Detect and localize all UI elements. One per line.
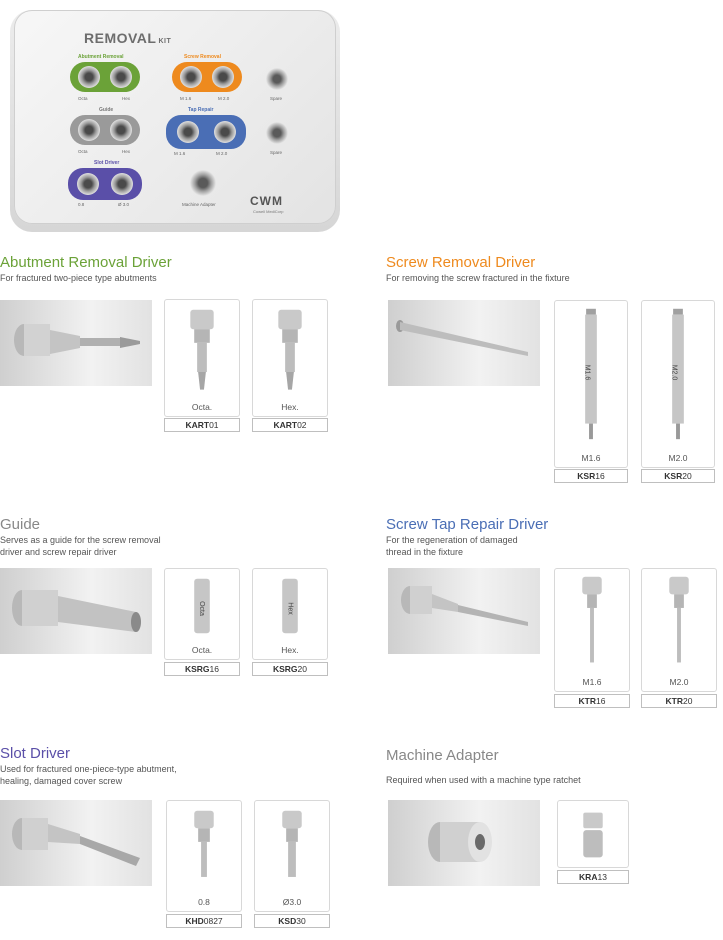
shaft-text-octa: Octa — [197, 601, 205, 616]
card-caption-ksrg16: Octa. — [191, 645, 213, 655]
card-kart01 — [164, 299, 240, 417]
card-caption-ksd30: Ø3.0 — [282, 897, 302, 907]
kit-label-abutment-octa: Octa — [78, 96, 88, 101]
section-title-screw: Screw Removal Driver — [386, 254, 536, 271]
code-ktr16 — [554, 694, 630, 708]
shaft-label-octa — [196, 591, 210, 631]
kit-plate — [14, 10, 336, 224]
code-kart02-bold: KART — [273, 420, 298, 430]
code-kra13-bold: KRA — [579, 872, 598, 882]
photo-guide — [0, 568, 152, 654]
section-title-slot: Slot Driver — [0, 745, 71, 762]
kit-group-guide-label: Guide — [99, 107, 114, 113]
section-desc-slot-line1: Used for fractured one-piece-type abutment, — [0, 764, 177, 774]
code-kart02-rest: 02 — [297, 420, 307, 430]
code-ksrg16 — [164, 662, 240, 676]
section-screw-tap-repair-driver — [386, 517, 548, 558]
screw-driver-drawing — [388, 300, 540, 386]
card-caption-ksr20: M2.0 — [668, 453, 688, 463]
shaft-text-m16: M1.6 — [583, 364, 591, 381]
card-caption-kart02: Hex. — [281, 402, 299, 412]
photo-slot-driver — [0, 800, 152, 886]
section-desc-screw: For removing the screw fractured in the fixture — [386, 273, 570, 283]
section-desc-adapter: Required when used with a machine type ratchet — [386, 775, 581, 785]
kit-hole-screw-m20 — [212, 66, 234, 88]
section-slot-driver — [0, 746, 177, 787]
photo-screw-removal-driver — [388, 300, 540, 386]
code-kra13 — [557, 870, 629, 884]
cwm-logo-subtitle: Cowell MediCorp — [253, 209, 284, 214]
kit-title — [84, 30, 171, 46]
shaft-label-m16 — [585, 349, 599, 399]
code-ksd30-bold: KSD — [278, 916, 297, 926]
code-ksr16-bold: KSR — [577, 471, 596, 481]
kit-label-screw-m20: M 2.0 — [218, 96, 230, 101]
cwm-logo: CWM — [250, 194, 283, 208]
card-caption-ktr20: M2.0 — [669, 677, 689, 687]
card-ktr16 — [554, 568, 630, 692]
code-ksrg20-bold: KSRG — [272, 664, 298, 674]
code-khd0827-rest: 0827 — [203, 916, 223, 926]
section-desc-abutment: For fractured two-piece type abutments — [0, 273, 157, 283]
code-kra13-rest: 13 — [597, 872, 607, 882]
code-ksr20-rest: 20 — [682, 471, 692, 481]
photo-machine-adapter — [388, 800, 540, 886]
code-kart01-rest: 01 — [209, 420, 219, 430]
card-caption-kart01: Octa. — [191, 402, 213, 412]
abutment-driver-drawing — [0, 300, 152, 386]
card-caption-ktr16: M1.6 — [582, 677, 602, 687]
section-machine-adapter — [386, 748, 581, 786]
card-ktr20 — [641, 568, 717, 692]
kit-slot-driver-slot — [68, 168, 142, 200]
kit-group-slot-driver-label: Slot Driver — [94, 160, 120, 166]
kit-hole-abutment-hex — [110, 66, 132, 88]
kit-hole-screw-m16 — [180, 66, 202, 88]
kit-screw-removal-slot — [172, 62, 242, 92]
shaft-text-hex: Hex — [286, 602, 294, 615]
code-ktr16-bold: KTR — [578, 696, 596, 706]
code-ktr20-rest: 20 — [683, 696, 693, 706]
code-khd0827-bold: KHD — [185, 916, 204, 926]
kit-title-suffix: KIT — [158, 38, 172, 45]
kit-hole-guide-hex — [110, 119, 132, 141]
tap-m20-drawing — [642, 569, 716, 672]
photo-screw-tap-repair-driver — [388, 568, 540, 654]
kit-guide-slot — [70, 115, 140, 145]
card-kra13 — [557, 800, 629, 868]
kit-hole-spare-1 — [266, 68, 288, 90]
driver-octa-drawing — [165, 300, 239, 397]
card-ksd30 — [254, 800, 330, 912]
kit-label-screw-m16: M 1.6 — [180, 96, 192, 101]
card-khd0827 — [166, 800, 242, 912]
kit-hole-spare-2 — [266, 122, 288, 144]
code-ksr20-bold: KSR — [664, 471, 683, 481]
kit-label-machine-adapter: Machine Adapter — [182, 202, 216, 207]
section-title-abutment: Abutment Removal Driver — [0, 254, 172, 271]
card-ksrg16 — [164, 568, 240, 660]
kit-hole-guide-octa — [78, 119, 100, 141]
kit-hole-machine-adapter — [190, 170, 216, 196]
adapter-drawing — [388, 800, 540, 886]
code-khd0827 — [166, 914, 242, 928]
tap-driver-drawing — [388, 568, 540, 654]
kit-label-guide-hex: Hex — [122, 149, 131, 154]
kit-group-tap-repair-label: Tap Repair — [188, 107, 214, 113]
code-ksd30 — [254, 914, 330, 928]
section-abutment-removal-driver — [0, 255, 172, 284]
shaft-label-hex — [284, 591, 298, 631]
photo-abutment-removal-driver — [0, 300, 152, 386]
kit-tap-repair-slot — [166, 115, 246, 149]
kit-label-spare-2: Spare — [270, 150, 283, 155]
card-caption-ksr16: M1.6 — [581, 453, 601, 463]
code-ktr20 — [641, 694, 717, 708]
kit-title-text: REMOVAL — [84, 30, 157, 46]
code-kart01-bold: KART — [185, 420, 210, 430]
section-desc-guide-line1: Serves as a guide for the screw removal — [0, 535, 161, 545]
code-kart01 — [164, 418, 240, 432]
code-ksrg16-bold: KSRG — [184, 664, 210, 674]
kit-hole-abutment-octa — [78, 66, 100, 88]
code-ksrg20-rest: 20 — [297, 664, 308, 674]
kit-hole-slot-08 — [77, 173, 99, 195]
kit-label-tap-m20: M 2.0 — [216, 151, 228, 156]
section-desc-tap-line1: For the regeneration of damaged — [386, 535, 518, 545]
card-kart02 — [252, 299, 328, 417]
section-title-adapter: Machine Adapter — [386, 747, 499, 764]
card-ksr16 — [554, 300, 628, 468]
section-desc-tap-line2: thread in the fixture — [386, 547, 464, 557]
code-ksd30-rest: 30 — [296, 916, 306, 926]
code-ktr20-bold: KTR — [665, 696, 683, 706]
code-ktr16-rest: 16 — [596, 696, 606, 706]
card-ksrg20 — [252, 568, 328, 660]
code-ksrg20 — [252, 662, 328, 676]
kit-label-abutment-hex: Hex — [122, 96, 131, 101]
kit-group-screw-removal-label: Screw Removal — [184, 54, 221, 60]
shaft-label-m20 — [672, 349, 686, 399]
adapter-card-drawing — [558, 801, 628, 867]
shaft-text-m20: M2.0 — [670, 364, 678, 381]
section-guide — [0, 517, 161, 558]
section-title-guide: Guide — [0, 516, 41, 533]
tap-m16-drawing — [555, 569, 629, 672]
guide-drawing — [0, 568, 152, 654]
kit-hole-tap-m20 — [214, 121, 236, 143]
removal-kit-case — [10, 10, 340, 232]
section-title-tap: Screw Tap Repair Driver — [386, 516, 549, 533]
card-caption-khd0827: 0.8 — [198, 897, 210, 907]
kit-label-tap-m16: M 1.6 — [174, 151, 186, 156]
section-screw-removal-driver — [386, 255, 570, 284]
kit-label-guide-octa: Octa — [78, 149, 88, 154]
section-desc-guide-line2: driver and screw repair driver — [0, 547, 117, 557]
code-ksr16-rest: 16 — [595, 471, 605, 481]
slot-30-drawing — [255, 801, 329, 893]
slot-08-drawing — [167, 801, 241, 893]
kit-hole-slot-30 — [111, 173, 133, 195]
code-ksrg16-rest: 16 — [209, 664, 220, 674]
code-ksr16 — [554, 469, 628, 483]
card-ksr20 — [641, 300, 715, 468]
kit-label-spare-1: Spare — [270, 96, 283, 101]
code-kart02 — [252, 418, 328, 432]
kit-hole-tap-m16 — [177, 121, 199, 143]
kit-abutment-removal-slot — [70, 62, 140, 92]
kit-label-slot-08: 0.8 — [78, 202, 85, 207]
kit-label-slot-30: Ø 3.0 — [118, 202, 130, 207]
section-desc-slot-line2: healing, damaged cover screw — [0, 776, 123, 786]
slot-driver-drawing — [0, 800, 152, 886]
code-ksr20 — [641, 469, 715, 483]
card-caption-ksrg20: Hex. — [281, 645, 299, 655]
driver-hex-drawing — [253, 300, 327, 397]
kit-group-abutment-removal-label: Abutment Removal — [78, 54, 124, 60]
